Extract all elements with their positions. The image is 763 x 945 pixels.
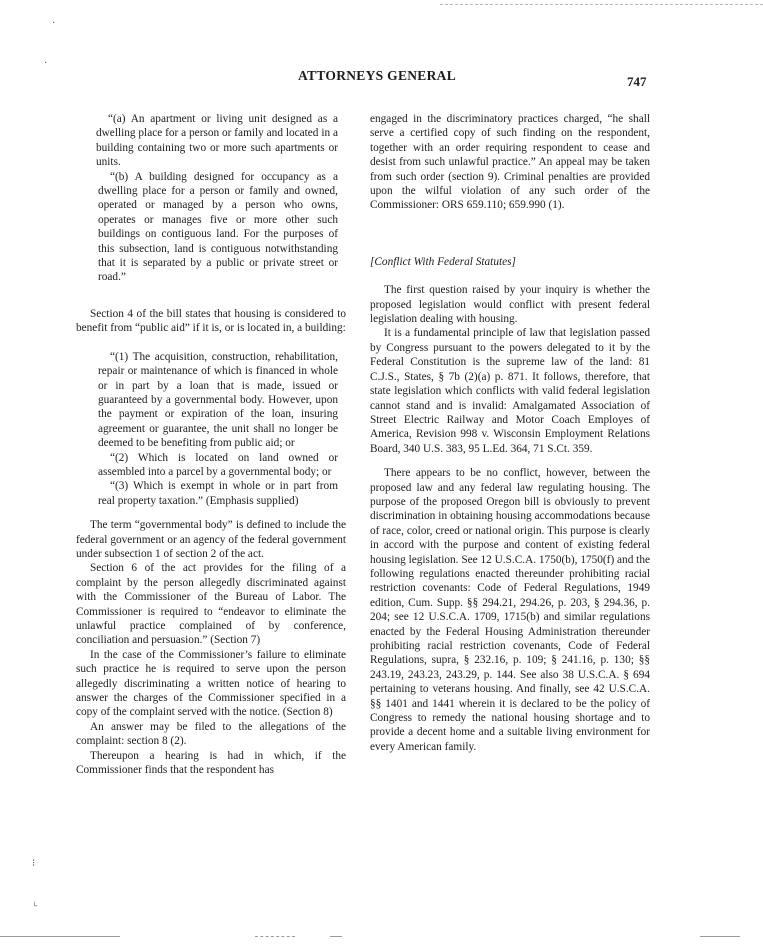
- continuation-paragraph: engaged in the discriminatory practices charged, “he shall serve a certified copy of such finding on the respondent, together with an order requiring respondent to cease and desist from such unlawful practice.” An appeal may be taken from such order (section 9). Criminal penalties are provided upon the wilful violation of any such order of the Commissioner: ORS 659.110; 659.990 (1).: [370, 113, 650, 212]
- scan-speck: ⁝: [32, 858, 36, 869]
- quote-paragraph: “(2) Which is located on land owned or assembled into a parcel by a governmental body; or: [98, 451, 338, 478]
- scan-speck: ˪: [34, 898, 38, 909]
- body-paragraph: It is a fundamental principle of law that legislation passed by Congress pursuant to the powers delegated to it by the Federal Constitution is the supreme law of the land: 81 C.J.S., States, § 7b (2)(a) p. 871. It follows, therefore, that state legislation which conflicts with valid federal legislation cannot stand and is invalid: Amalgamated Association of Street Electric Railway and Motor Coach Employes of America, Revision 998 v. Wisconsin Employment Relations Board, 340 U.S. 383, 95 L.Ed. 364, 71 S.Ct. 359.: [370, 327, 650, 455]
- body-paragraph: An answer may be filed to the allegations of the complaint: section 8 (2).: [76, 720, 346, 748]
- left-column: [76, 112, 346, 777]
- section-heading: [Conflict With Federal Statutes]: [370, 255, 516, 268]
- scan-speck: ·: [44, 58, 48, 69]
- body-paragraph: In the case of the Commissioner’s failure to eliminate such practice he is required to serve upon the person allegedly discriminating a written notice of hearing to answer the charges of the Commissioner specified in a copy of the complaint served with the notice. (Section 8): [76, 648, 346, 719]
- page-header: [0, 68, 763, 88]
- running-head: ATTORNEYS GENERAL: [298, 68, 457, 83]
- quote-paragraph: “(a) An apartment or living unit designed as a dwelling place for a person or family and located in a building containing two or more such apartments or units.: [96, 113, 338, 169]
- body-paragraph: Section 6 of the act provides for the filing of a complaint by the person allegedly discriminated against with the Commissioner of the Bureau of Labor. The Commissioner is required to “endeavor to eliminate the unlawful practice complained of by conference, conciliation and persuasion.” (Section 7): [76, 562, 346, 647]
- quote-paragraph: “(1) The acquisition, construction, rehabilitation, repair or maintenance of which is financed in whole or in part by a loan that is made, issued or guaranteed by a governmental body. However, upon the payment or expiration of the loan, insuring agreement or guarantee, the unit shall no longer be deemed to be benefiting from public aid; or: [98, 350, 338, 450]
- right-column: [370, 112, 650, 754]
- body-paragraph: There appears to be no conflict, however, between the proposed law and any federal law regulating housing. The purpose of the proposed Oregon bill is obviously to prevent discrimination in obtaining housing accommodations because of race, color, creed or national origin. This purpose is clearly in accord with the purpose and content of existing federal housing legislation. See 12 U.S.C.A. 1750(b), 1750(f) and the following regulations enacted thereunder prohibiting racial restriction covenants: Code of Federal Regulations, 1949 edition, Cum. Supp. §§ 294.21, 294.26, p. 203, § 294.36, p. 204; see 12 U.S.C.A. 1709, 1715(b) and similar regulations enacted by the Federal Housing Administration thereunder prohibiting racial restriction covenants, Code of Federal Regulations, supra, § 232.16, p. 109; § 241.16, p. 130; §§ 243.19, 243.23, 243.29, p. 144. See also 38 U.S.C.A. § 694 pertaining to veterans housing. And finally, see 42 U.S.C.A. §§ 1401 and 1441 wherein it is declared to be the policy of Congress to remedy the national housing shortage and to provide a decent home and a suitable living environment for every American family.: [370, 467, 650, 753]
- scan-speck: ·: [52, 18, 56, 29]
- page-number: 747: [627, 74, 647, 89]
- scan-top-rule: [440, 4, 763, 5]
- quote-paragraph: “(3) Which is exempt in whole or in part from real property taxation.” (Emphasis supplied): [98, 480, 338, 507]
- scan-bottom-rule: [330, 936, 342, 937]
- body-paragraph: Thereupon a hearing is had in which, if the Commissioner finds that the respondent has: [76, 749, 346, 777]
- scan-bottom-rule: [255, 936, 295, 937]
- quote-paragraph: “(b) A building designed for occupancy as a dwelling place for a person or family and owned, operated or managed by a person who owns, operates or manages five or more other such buildings on contiguous land. For the purposes of this subsection, land is contiguous notwithstanding that it is separated by a public or private street or road.”: [98, 170, 338, 284]
- body-paragraph: The term “governmental body” is defined to include the federal government or an agency of the federal government under subsection 1 of section 2 of the act.: [76, 519, 346, 560]
- body-paragraph: Section 4 of the bill states that housing is considered to benefit from “public aid” if it is, or is located in, a building:: [76, 307, 346, 335]
- scan-bottom-rule: [0, 936, 120, 937]
- scan-bottom-rule: [700, 936, 740, 937]
- body-paragraph: The first question raised by your inquiry is whether the proposed legislation would conflict with present federal legislation dealing with housing.: [370, 284, 650, 326]
